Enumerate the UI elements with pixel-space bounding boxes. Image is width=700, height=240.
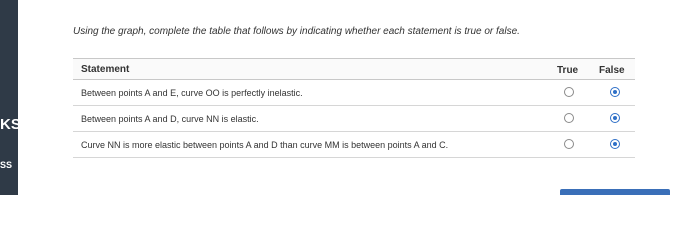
sidebar-label-bottom: SS bbox=[0, 160, 13, 170]
statement-text: Between points A and D, curve NN is elastic. bbox=[81, 114, 259, 124]
table-row bbox=[73, 80, 635, 106]
table-row bbox=[73, 132, 635, 158]
false-radio[interactable] bbox=[610, 87, 620, 97]
false-column-header: False bbox=[599, 65, 625, 76]
statement-text: Curve NN is more elastic between points A and D than curve MM is between points A and C. bbox=[81, 140, 449, 150]
false-radio[interactable] bbox=[610, 113, 620, 123]
question-instruction: Using the graph, complete the table that follows by indicating whether each statement is true or false. bbox=[73, 26, 520, 37]
left-sidebar bbox=[0, 0, 21, 195]
true-radio[interactable] bbox=[564, 113, 574, 123]
true-column-header: True bbox=[557, 65, 579, 76]
false-radio[interactable] bbox=[610, 139, 620, 149]
sidebar-label-top: KS bbox=[0, 116, 21, 133]
submit-button-edge[interactable] bbox=[560, 189, 670, 195]
table-row bbox=[73, 106, 635, 132]
true-radio[interactable] bbox=[564, 139, 574, 149]
statement-column-header: Statement bbox=[81, 64, 130, 75]
true-false-table bbox=[73, 58, 635, 158]
true-radio[interactable] bbox=[564, 87, 574, 97]
statement-text: Between points A and E, curve OO is perfectly inelastic. bbox=[81, 88, 303, 98]
table-header-row bbox=[73, 59, 635, 80]
